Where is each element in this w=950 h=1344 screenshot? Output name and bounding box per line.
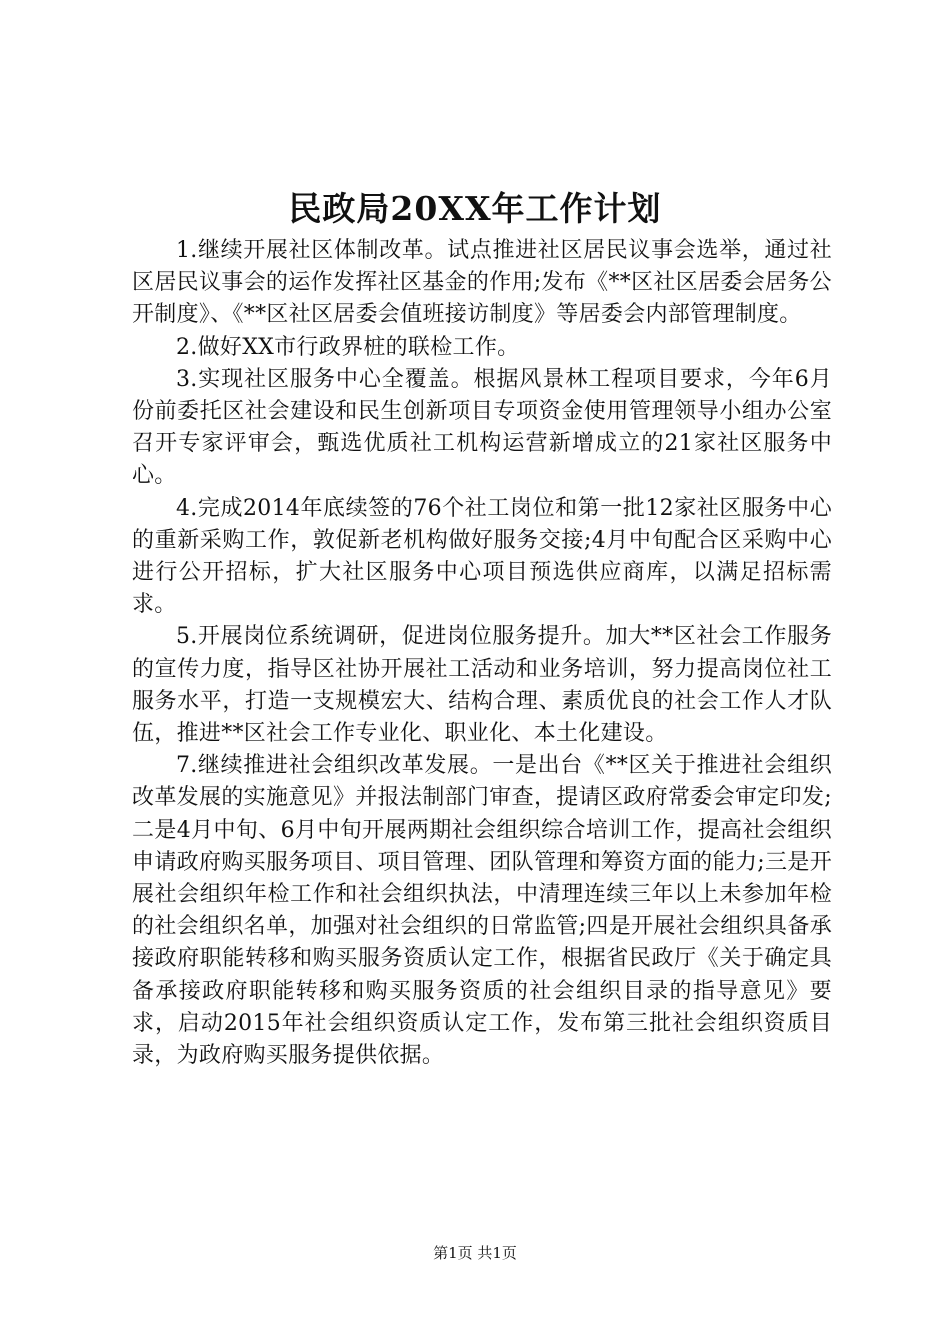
- paragraph-1: 1.继续开展社区体制改革。试点推进社区居民议事会选举，通过社区居民议事会的运作发挥社区基金的作用;发布《**区社区居委会居务公开制度》、《**区社区居委会值班接访制度》等居委会内部管理制度。: [132, 238, 832, 328]
- document-body: [132, 235, 832, 1072]
- paragraph-3: 3.实现社区服务中心全覆盖。根据风景林工程项目要求，今年6月份前委托区社会建设和民生创新项目专项资金使用管理领导小组办公室召开专家评审会，甄选优质社工机构运营新增成立的21家社区服务中心。: [132, 366, 832, 489]
- document-title: 民政局20XX年工作计划: [288, 189, 662, 228]
- paragraph-5: 5.开展岗位系统调研，促进岗位服务提升。加大**区社会工作服务的宣传力度，指导区社协开展社工活动和业务培训，努力提高岗位社工服务水平，打造一支规模宏大、结构合理、素质优良的社会工作人才队伍，推进**区社会工作专业化、职业化、本土化建设。: [132, 624, 832, 747]
- page-footer: 第1页 共1页: [433, 1244, 517, 1262]
- paragraph-4: 4.完成2014年底续签的76个社工岗位和第一批12家社区服务中心的重新采购工作，敦促新老机构做好服务交接;4月中旬配合区采购中心进行公开招标，扩大社区服务中心项目预选供应商库，以满足招标需求。: [132, 495, 832, 618]
- paragraph-2: 2.做好XX市行政界桩的联检工作。: [176, 334, 520, 360]
- paragraph-7: 7.继续推进社会组织改革发展。一是出台《**区关于推进社会组织改革发展的实施意见》并报法制部门审查，提请区政府常委会审定印发;二是4月中旬、6月中旬开展两期社会组织综合培训工作，提高社会组织申请政府购买服务项目、项目管理、团队管理和筹资方面的能力;三是开展社会组织年检工作和社会组织执法，中清理连续三年以上未参加年检的社会组织名单，加强对社会组织的日常监管;四是开展社会组织具备承接政府职能转移和购买服务资质认定工作，根据省民政厅《关于确定具备承接政府职能转移和购买服务资质的社会组织目录的指导意见》要求，启动2015年社会组织资质认定工作，发布第三批社会组织资质目录，为政府购买服务提供依据。: [132, 753, 832, 1069]
